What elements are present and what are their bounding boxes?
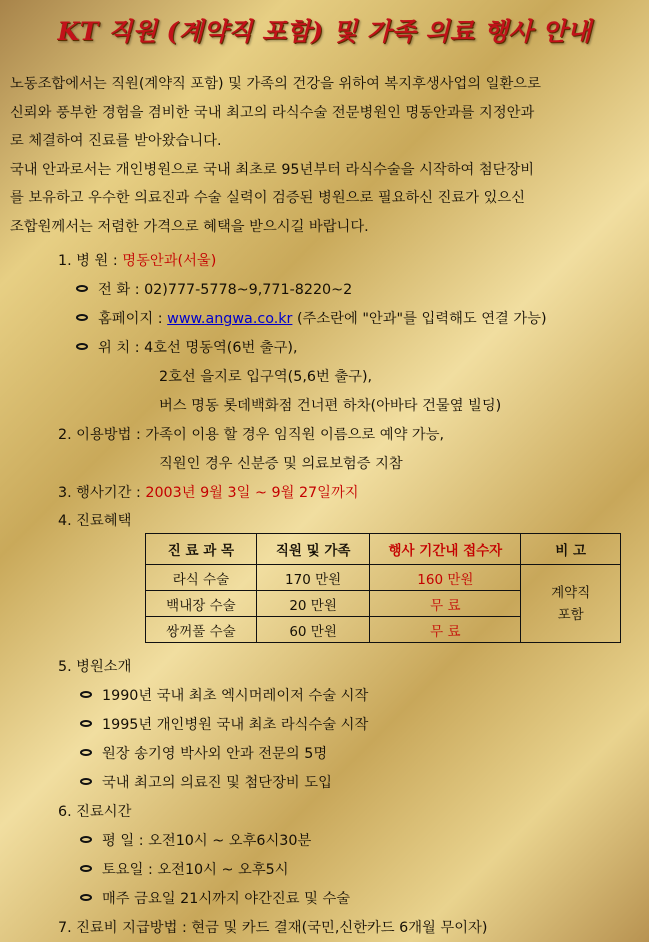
intro-line: 신뢰와 풍부한 경험을 겸비한 국내 최고의 라식수술 전문병원인 명동안과를 지정안과 <box>10 104 535 121</box>
intro-line: 조합원께서는 저렴한 가격으로 혜택을 받으시길 바랍니다. <box>10 218 369 235</box>
list-item-text: 평 일 : 오전10시 ~ 오후6시30분 <box>102 833 312 849</box>
bullet-icon <box>80 691 92 698</box>
list-item <box>80 831 311 851</box>
list-item <box>80 744 327 764</box>
event-period-label: 3. 행사기간 : <box>58 485 146 501</box>
hours-heading: 6. 진료시간 <box>58 804 132 820</box>
remark-line: 포함 <box>557 606 584 623</box>
event-period-row <box>58 483 359 503</box>
bullet-icon <box>76 314 88 321</box>
table-row <box>146 565 621 591</box>
bullet-icon <box>80 836 92 843</box>
phone-row <box>76 280 352 300</box>
intro-line: 를 보유하고 우수한 의료진과 수술 실력이 검증된 병원으로 필요하신 진료가 있으신 <box>10 190 526 206</box>
list-item <box>80 860 289 880</box>
hospital-row <box>58 251 216 271</box>
bullet-icon <box>80 720 92 727</box>
usage-row <box>58 425 444 445</box>
table-cell: 170 만원 <box>256 565 370 591</box>
intro-line: 로 체결하여 진료를 받아왔습니다. <box>10 133 222 149</box>
bullet-icon <box>80 865 92 872</box>
homepage-link[interactable]: www.angwa.co.kr <box>167 311 293 327</box>
location-line: 4호선 명동역(6번 출구), <box>144 340 298 356</box>
table-cell: 쌍꺼풀 수술 <box>146 617 257 643</box>
list-item-text: 1990년 국내 최초 엑시머레이저 수술 시작 <box>102 688 369 704</box>
header-cell: 진 료 과 목 <box>146 534 257 565</box>
bullet-icon <box>80 749 92 756</box>
list-item-text: 토요일 : 오전10시 ~ 오후5시 <box>102 862 289 878</box>
location-row <box>76 338 298 358</box>
list-item-text: 국내 최고의 의료진 및 첨단장비 도입 <box>102 775 332 791</box>
bullet-icon <box>76 343 88 350</box>
hospital-name: 명동안과(서울) <box>122 253 217 269</box>
header-cell: 비 고 <box>521 534 621 565</box>
usage-line: 가족이 이용 할 경우 임직원 이름으로 예약 가능, <box>145 427 445 443</box>
list-item <box>80 715 368 735</box>
location-line: 버스 명동 롯데백화점 건너편 하차(아바타 건물옆 빌딩) <box>159 398 502 414</box>
remark-line: 계약직 <box>551 584 591 601</box>
location-line: 2호선 을지로 입구역(5,6번 출구), <box>159 369 373 385</box>
table-cell: 라식 수술 <box>146 565 257 591</box>
table-cell: 백내장 수술 <box>146 591 257 617</box>
benefit-table <box>145 533 621 643</box>
homepage-label: 홈페이지 : <box>98 311 168 327</box>
header-cell: 행사 기간내 접수자 <box>370 534 521 565</box>
list-item-text: 1995년 개인병원 국내 최초 라식수술 시작 <box>102 717 369 733</box>
table-header-row <box>146 534 621 565</box>
table-cell: 160 만원 <box>370 565 521 591</box>
payment-row: 7. 진료비 지급방법 : 현금 및 카드 결재(국민,신한카드 6개월 무이자) <box>58 920 488 936</box>
intro-paragraph <box>10 70 640 241</box>
list-item <box>80 773 332 793</box>
table-cell: 20 만원 <box>256 591 370 617</box>
phone-label: 전 화 : <box>98 282 145 298</box>
list-item-text: 원장 송기영 박사외 안과 전문의 5명 <box>102 746 328 762</box>
list-item <box>80 686 368 706</box>
hospital-label: 1. 병 원 : <box>58 253 123 269</box>
bullet-icon <box>80 778 92 785</box>
intro-line: 국내 안과로서는 개인병원으로 국내 최초로 95년부터 라식수술을 시작하여 첨단장비 <box>10 161 535 178</box>
event-period-value: 2003년 9월 3일 ~ 9월 27일까지 <box>145 485 359 501</box>
benefit-heading: 4. 진료혜택 <box>58 513 132 529</box>
bullet-icon <box>80 894 92 901</box>
phone-value: 02)777-5778~9,771-8220~2 <box>144 282 353 298</box>
location-label: 위 치 : <box>98 340 145 356</box>
homepage-note: (주소란에 "안과"를 입력해도 연결 가능) <box>292 311 547 327</box>
bullet-icon <box>76 285 88 292</box>
usage-line: 직원인 경우 신분증 및 의료보험증 지참 <box>159 456 403 472</box>
remark-cell <box>521 565 621 643</box>
table-cell: 무 료 <box>370 591 521 617</box>
usage-label: 2. 이용방법 : <box>58 427 146 443</box>
intro-line: 노동조합에서는 직원(계약직 포함) 및 가족의 건강을 위하여 복지후생사업의 일환으로 <box>10 76 541 92</box>
table-cell: 무 료 <box>370 617 521 643</box>
header-cell: 직원 및 가족 <box>256 534 370 565</box>
homepage-row <box>76 309 547 329</box>
table-cell: 60 만원 <box>256 617 370 643</box>
hospital-intro-heading: 5. 병원소개 <box>58 659 132 675</box>
list-item-text: 매주 금요일 21시까지 야간진료 및 수술 <box>102 891 351 907</box>
list-item <box>80 889 350 909</box>
document-title: KT 직원 (계약직 포함) 및 가족 의료 행사 안내 <box>57 17 592 46</box>
